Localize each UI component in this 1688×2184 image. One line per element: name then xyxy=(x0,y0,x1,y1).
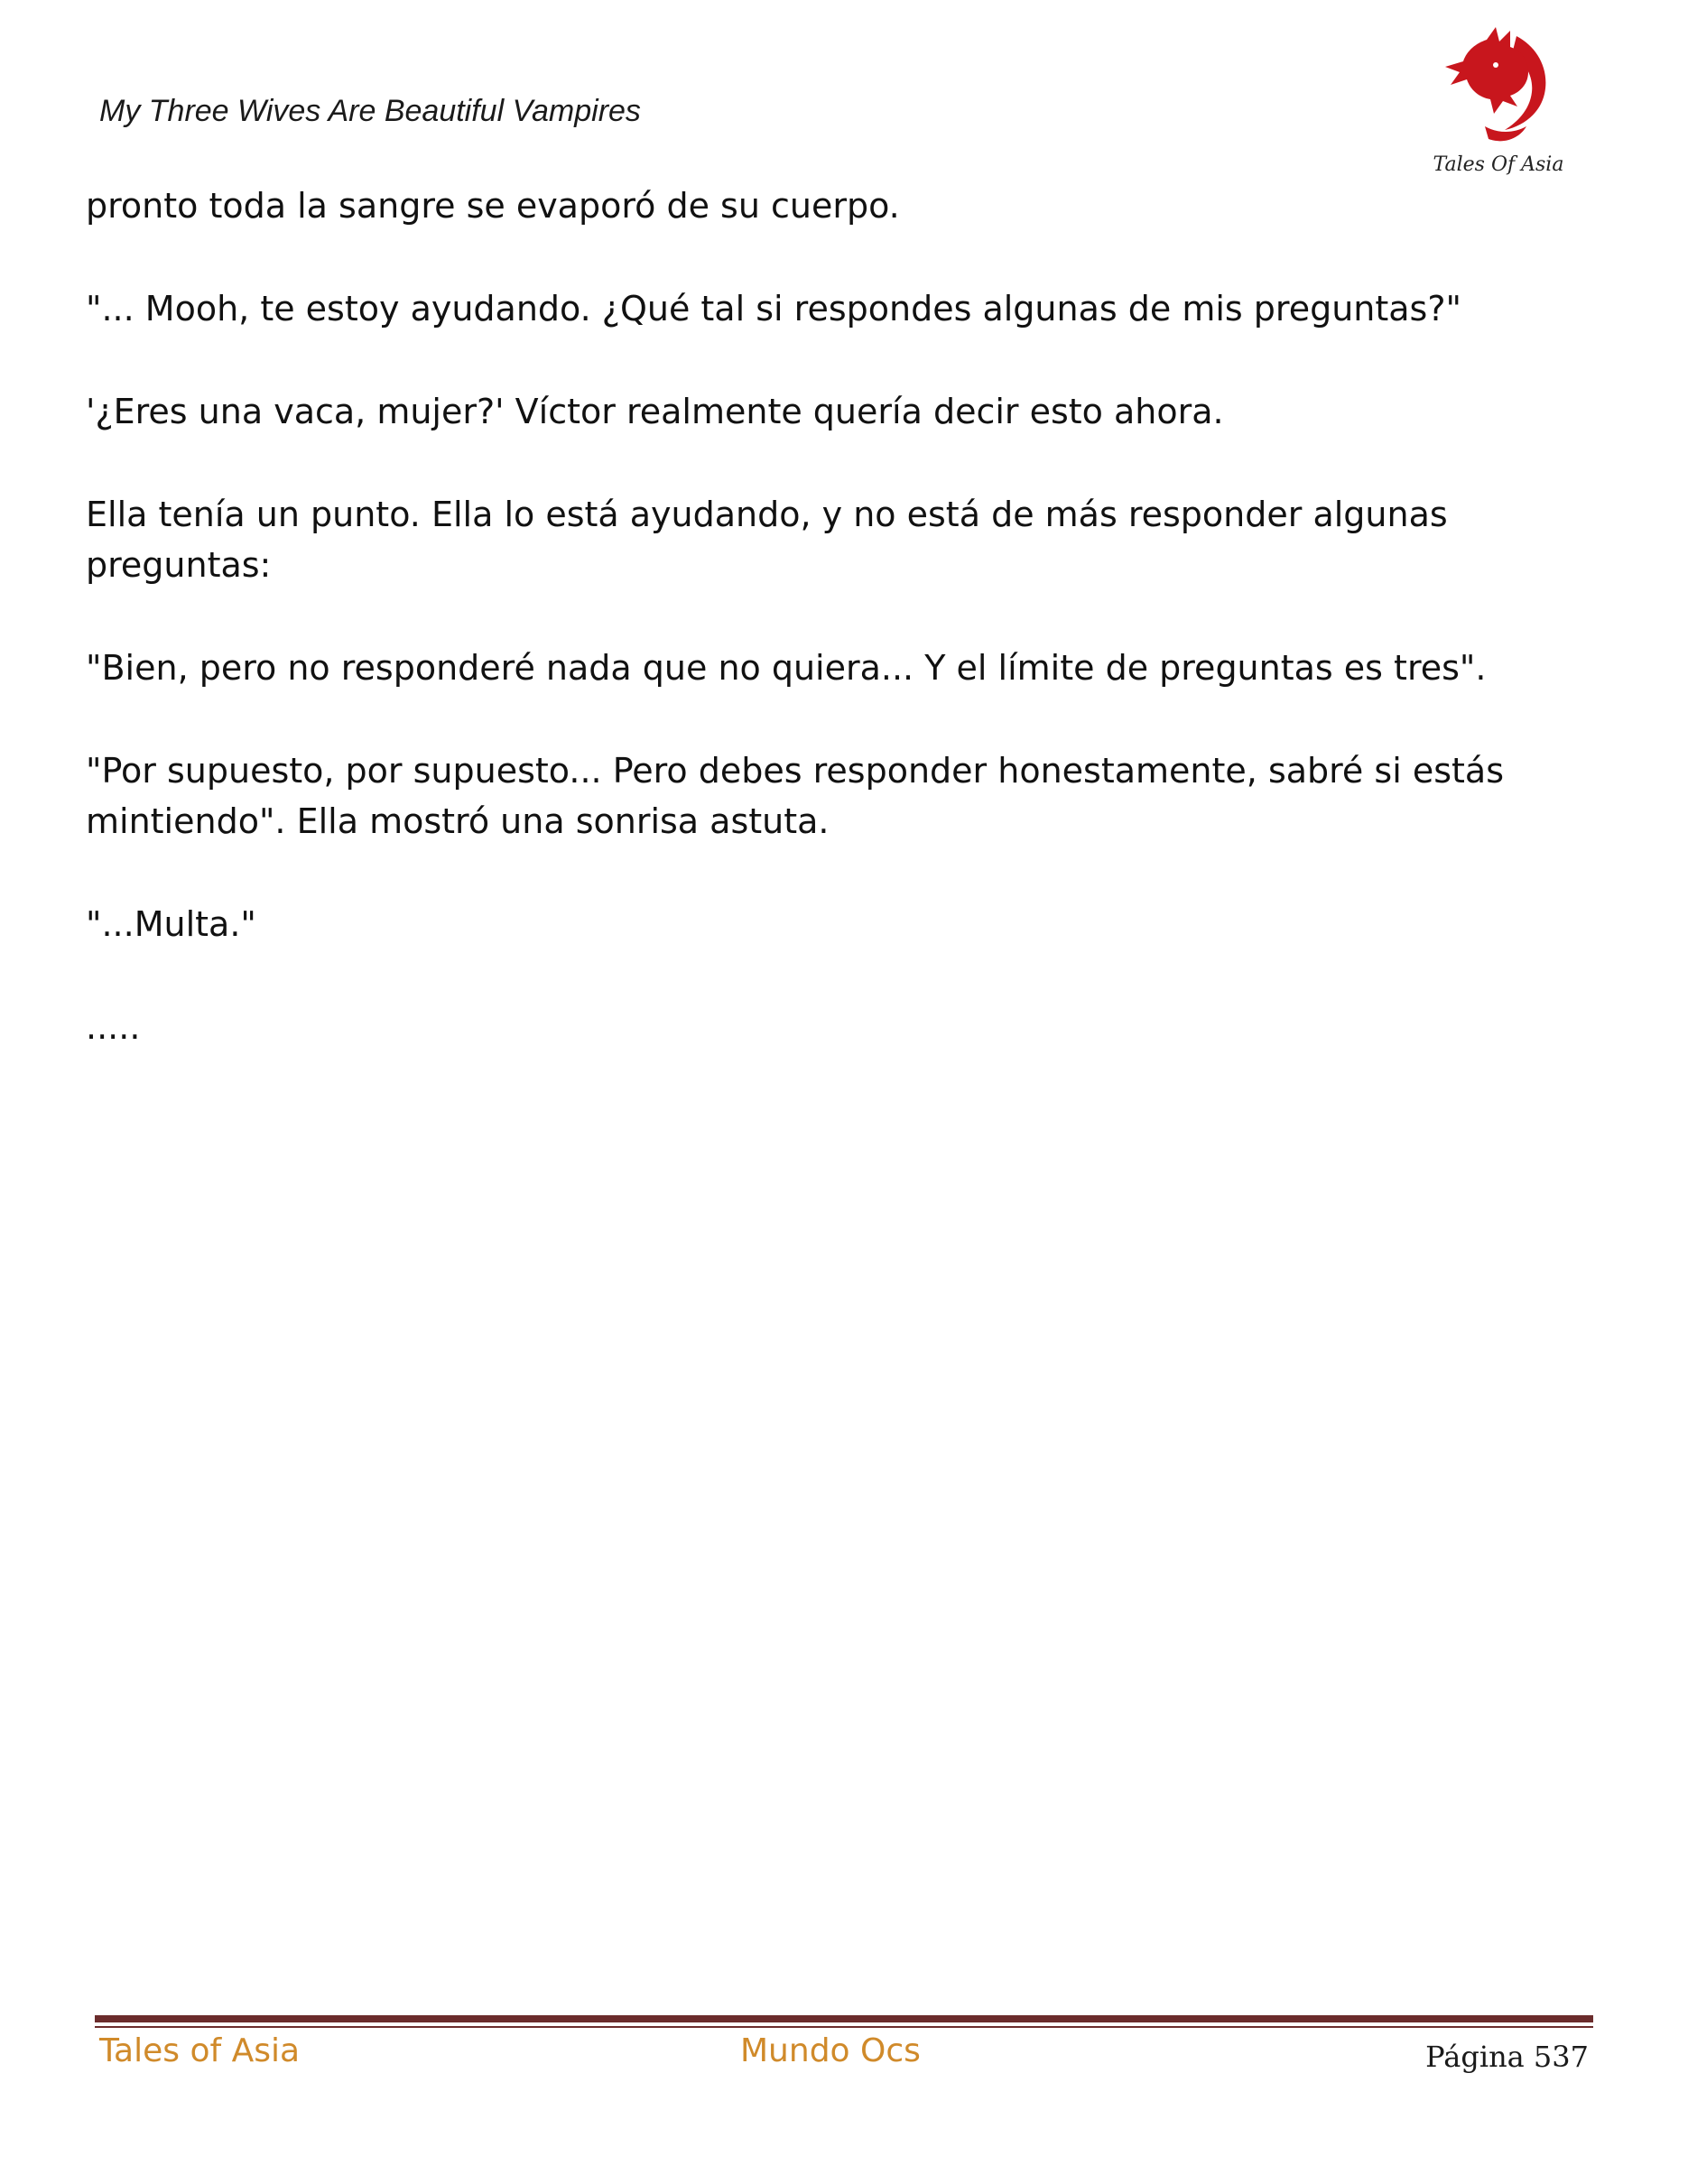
chapter-text xyxy=(86,180,1602,1105)
paragraph: '¿Eres una vaca, mujer?' Víctor realmente quería decir esto ahora. xyxy=(86,392,1224,431)
paragraph: "Por supuesto, por supuesto... Pero debes responder honestamente, sabré si estás mintiendo". Ella mostró una sonrisa astuta. xyxy=(86,751,1504,841)
paragraph: "Bien, pero no responderé nada que no quiera... Y el límite de preguntas es tres". xyxy=(86,648,1487,688)
logo-text: Tales Of Asia xyxy=(1433,153,1564,176)
footer-divider xyxy=(95,2015,1593,2022)
paragraph: ..... xyxy=(86,1007,141,1047)
paragraph: "...Multa." xyxy=(86,904,256,944)
footer-site-name: Tales of Asia xyxy=(99,2032,301,2069)
header-title: My Three Wives Are Beautiful Vampires xyxy=(99,94,641,128)
page-number: Página 537 xyxy=(1425,2040,1589,2074)
footer-divider-thin xyxy=(95,2026,1593,2028)
paragraph: "... Mooh, te estoy ayudando. ¿Qué tal si respondes algunas de mis preguntas?" xyxy=(86,289,1461,329)
paragraph: Ella tenía un punto. Ella lo está ayudando, y no está de más responder algunas preguntas: xyxy=(86,495,1448,585)
logo xyxy=(1431,20,1566,182)
paragraph: pronto toda la sangre se evaporó de su cuerpo. xyxy=(86,186,900,226)
footer-translator: Mundo Ocs xyxy=(740,2032,921,2069)
dragon-icon xyxy=(1431,20,1566,155)
